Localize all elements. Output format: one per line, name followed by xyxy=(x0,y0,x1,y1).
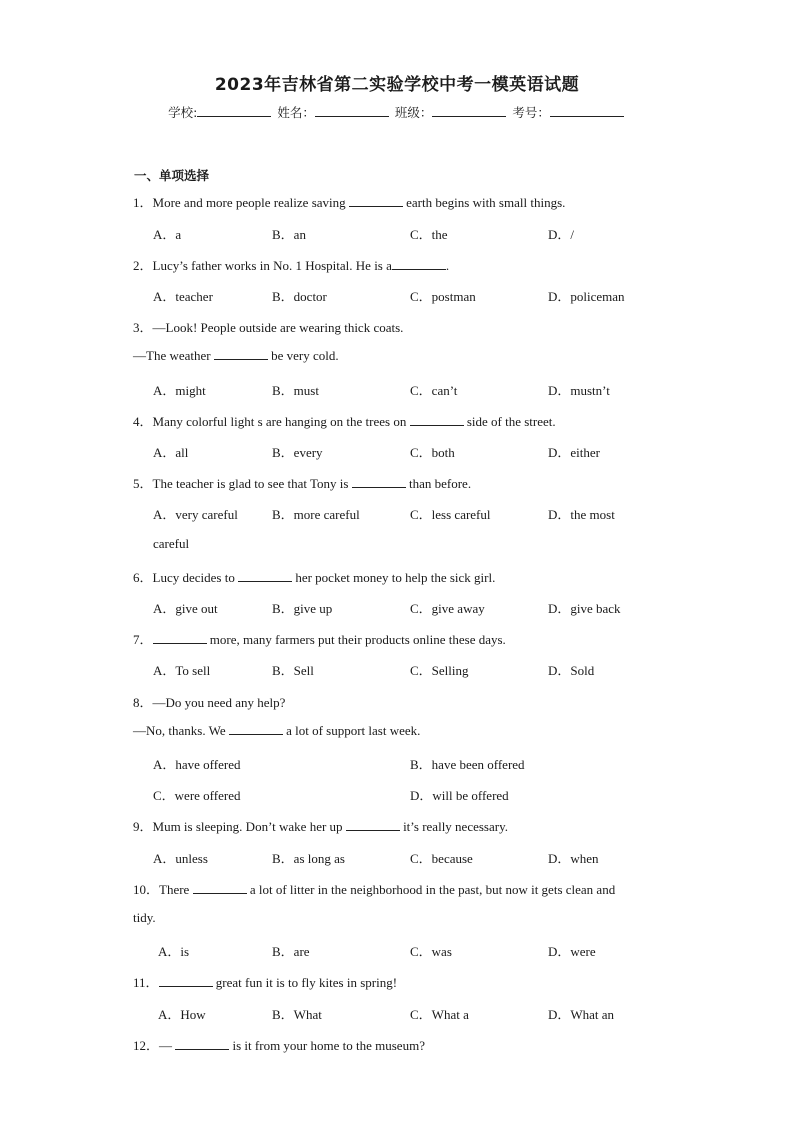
option-d: D．Sold xyxy=(548,663,595,678)
option-d: D．the most xyxy=(548,507,615,522)
answer-blank xyxy=(229,723,283,735)
option-c: C．because xyxy=(410,851,473,866)
option-a: A．unless xyxy=(153,851,208,866)
option-a: A．might xyxy=(153,383,206,398)
option-c: C．the xyxy=(410,227,448,242)
question-4: 4．Many colorful light s are hanging on the trees on side of the street. xyxy=(133,414,556,429)
answer-blank xyxy=(238,570,292,582)
question-9: 9．Mum is sleeping. Don’t wake her up it’s really necessary. xyxy=(133,819,508,834)
student-info-line xyxy=(0,103,794,121)
option-a: A．give out xyxy=(153,601,218,616)
option-b: B．every xyxy=(272,445,323,460)
option-c: C．less careful xyxy=(410,507,491,522)
answer-blank xyxy=(392,258,446,270)
option-c: C．What a xyxy=(410,1007,469,1022)
option-d: D．when xyxy=(548,851,599,866)
number-blank xyxy=(550,104,624,117)
option-c: C．Selling xyxy=(410,663,469,678)
option-c: C．postman xyxy=(410,289,476,304)
option-b: B．must xyxy=(272,383,319,398)
answer-blank xyxy=(349,195,403,207)
option-b: B．have been offered xyxy=(410,757,525,772)
answer-blank xyxy=(175,1038,229,1050)
option-a: A．teacher xyxy=(153,289,213,304)
question-12: 12．— is it from your home to the museum? xyxy=(133,1038,425,1053)
option-b: B．give up xyxy=(272,601,333,616)
school-blank xyxy=(197,104,271,117)
name-label: 姓名： xyxy=(277,105,315,120)
answer-blank xyxy=(346,819,400,831)
option-b: B．more careful xyxy=(272,507,360,522)
option-b: B．an xyxy=(272,227,306,242)
question-3: 3．—Look! People outside are wearing thick coats. xyxy=(133,320,404,335)
option-a: A．have offered xyxy=(153,757,241,772)
question-7: 7． more, many farmers put their products online these days. xyxy=(133,632,506,647)
option-d-wrap: careful xyxy=(153,536,190,551)
option-a: A．all xyxy=(153,445,189,460)
option-b: B．doctor xyxy=(272,289,327,304)
option-b: B．are xyxy=(272,944,310,959)
option-d: D．give back xyxy=(548,601,621,616)
option-c: C．were offered xyxy=(153,788,241,803)
option-d: D．mustn’t xyxy=(548,383,610,398)
option-b: B．What xyxy=(272,1007,322,1022)
option-d: D．will be offered xyxy=(410,788,509,803)
page-title: 2023年吉林省第二实验学校中考一模英语试题 xyxy=(214,75,580,95)
question-10-wrap: tidy. xyxy=(133,910,156,925)
answer-blank xyxy=(352,476,406,488)
question-8-reply: —No, thanks. We a lot of support last week. xyxy=(133,723,421,738)
option-d: D．policeman xyxy=(548,289,625,304)
option-a: A．is xyxy=(158,944,190,959)
question-8: 8．—Do you need any help? xyxy=(133,695,286,710)
class-blank xyxy=(432,104,506,117)
option-a: A．How xyxy=(158,1007,206,1022)
question-10: 10．There a lot of litter in the neighborhood in the past, but now it gets clean and xyxy=(133,882,616,897)
option-b: B．Sell xyxy=(272,663,314,678)
option-b: B．as long as xyxy=(272,851,345,866)
question-6: 6．Lucy decides to her pocket money to help the sick girl. xyxy=(133,570,496,585)
school-label: 学校: xyxy=(168,105,198,120)
answer-blank xyxy=(159,975,213,987)
option-c: C．was xyxy=(410,944,452,959)
question-1: 1．More and more people realize saving earth begins with small things. xyxy=(133,195,566,210)
section-heading: 一、单项选择 xyxy=(134,168,210,183)
option-a: A．very careful xyxy=(153,507,238,522)
option-c: C．both xyxy=(410,445,455,460)
option-d: D．/ xyxy=(548,227,575,242)
question-11: 11． great fun it is to fly kites in spring! xyxy=(133,975,398,990)
option-a: A．a xyxy=(153,227,182,242)
option-d: D．What an xyxy=(548,1007,615,1022)
option-a: A．To sell xyxy=(153,663,211,678)
option-d: D．were xyxy=(548,944,596,959)
class-label: 班级： xyxy=(394,105,433,120)
question-5: 5．The teacher is glad to see that Tony is than before. xyxy=(133,476,472,491)
number-label: 考号： xyxy=(512,105,550,120)
answer-blank xyxy=(410,414,464,426)
answer-blank xyxy=(193,882,247,894)
option-c: C．can’t xyxy=(410,383,458,398)
answer-blank xyxy=(153,632,207,644)
option-d: D．either xyxy=(548,445,600,460)
question-2: 2．Lucy’s father works in No. 1 Hospital. He is a . xyxy=(133,258,450,273)
answer-blank xyxy=(214,348,268,360)
question-3-reply: —The weather be very cold. xyxy=(133,348,339,363)
name-blank xyxy=(315,104,389,117)
option-c: C．give away xyxy=(410,601,485,616)
